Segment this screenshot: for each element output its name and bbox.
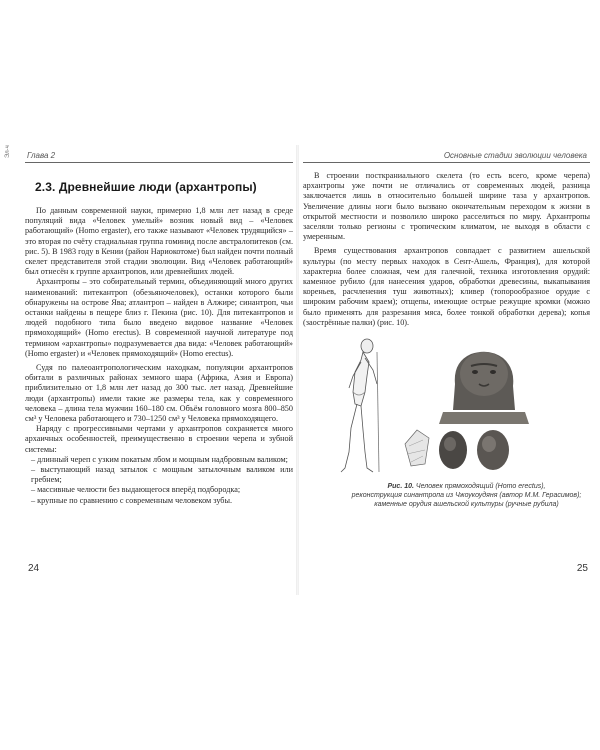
figure-caption-line-2: реконструкция синантропа из Чжоукоудяня (автор М.М. Герасимов); bbox=[351, 492, 582, 500]
right-page-number: 25 bbox=[576, 563, 588, 574]
figure-caption-line-1: Человек прямоходящий (Homo erectus), bbox=[415, 483, 546, 491]
right-paragraph-1: В строении посткраниального скелета (то есть всего, кроме черепа) архантропы уже почти не отличались от современных людей, разница заключается лишь в относительно большей ширине таза у архантропов. Увеличение длины ноги было вызвано окончательным переходом к жизни в открытой местности и позволило широко расселиться по миру. Архантропы заселяли только регионы с тропическим климатом, не выходя в области с умеренным. bbox=[303, 171, 590, 242]
book-gutter bbox=[296, 145, 299, 595]
stone-tools bbox=[405, 430, 509, 470]
figure-caption bbox=[303, 482, 590, 509]
left-paragraph-4: Наряду с прогрессивными чертами у архантропов сохраняется много архаичных особенностей, преимущественно в строении черепа и зубной системы: bbox=[25, 424, 293, 454]
homo-erectus-drawing bbox=[341, 339, 379, 472]
list-item: – выступающий назад затылок с мощным затылочным валиком или гребнем; bbox=[31, 465, 293, 485]
right-body-text bbox=[303, 171, 590, 328]
list-item: – крупные по сравнению с современным человеком зубы. bbox=[31, 495, 233, 505]
list-item: – длинный череп с узким покатым лбом и мощным надбровным валиком; bbox=[31, 454, 288, 464]
left-paragraph-2: Архантропы – это собирательный термин, объединяющий много других наименований: питекантроп (обезьяночеловек), останки которого были обнаружены на острове Ява; атлантроп – найден в Алжире; синантроп, чьи останки найдены в пещере близ г. Пекина (рис. 10). Для питекантропов и людей подобного типа было введено видовое название «Человек прямоходящий» (Homo erectus). В современной научной литературе под термином «архантропы» подразумевается два вида: «Человек работающий» (Homo ergaster) и «Человек прямоходящий» (Homo erectus). bbox=[25, 277, 293, 358]
left-paragraph-1: По данным современной науки, примерно 1,8 млн лет назад в среде популяций вида «Человек умелый» возник новый вид – «Человек работающий» (Homo ergaster), его также называют «Человек трудящийся» – это вторая по счёту стадиальная группа гоминид после австралопитеков (см. рис. 5). В 1983 году в Кении (район Нариокотоме) был найден почти полный скелет представителя этой стадии эволюции. Вид «Человек работающий» был отнесён к группе архантропов, или древнейших людей. bbox=[25, 206, 293, 277]
left-page bbox=[25, 150, 293, 590]
sinanthropus-bust bbox=[439, 352, 529, 424]
left-running-head: Глава 2 bbox=[25, 150, 293, 163]
margin-mark: Эл-ч bbox=[5, 145, 11, 158]
left-paragraph-3: Судя по палеоантропологическим находкам, популяции архантропов обитали в различных районах земного шара (Африка, Азия и Европа) приблизительно от 1,8 млн лет назад до 300 тыс. лет назад. Древнейшие люди (архантропы) имели такие же размеры тела, как у современного человека – длина тела мужчин 160–180 см. Объём головного мозга 800–850 см³ у Человека работающего и 730–1250 см³ у Человека прямоходящего. bbox=[25, 363, 293, 424]
right-page bbox=[303, 150, 590, 590]
section-title: 2.3. Древнейшие люди (архантропы) bbox=[35, 180, 257, 194]
figure-caption-label: Рис. 10. bbox=[387, 483, 414, 491]
left-body-text bbox=[25, 206, 293, 506]
left-page-number: 24 bbox=[28, 563, 40, 574]
figure-10-illustration bbox=[303, 332, 590, 480]
figure-10 bbox=[303, 332, 590, 480]
list-item: – массивные челюсти без выдающегося вперёд подбородка; bbox=[31, 485, 241, 495]
right-paragraph-2: Время существования архантропов совпадает с развитием ашельской культуры (по месту первых находок в Сент-Ашель, Франция), для которой характерна более сложная, чем для галечной, техника изготовления орудий: каменное рубило (для нанесения ударов, обработки древесины, выкапывания кореньев, расчленения туш животных); кливер (топорообразное орудие с широким рабочим краем); отщепы, имеющие острые режущие кромки (можно было применять для разрезания мяса, более тонкой обработки дерева); копья (заострённые палки) (рис. 10). bbox=[303, 246, 590, 327]
figure-caption-line-3: каменные орудия ашельской культуры (ручные рубила) bbox=[374, 501, 559, 509]
right-running-head: Основные стадии эволюции человека bbox=[303, 150, 590, 163]
